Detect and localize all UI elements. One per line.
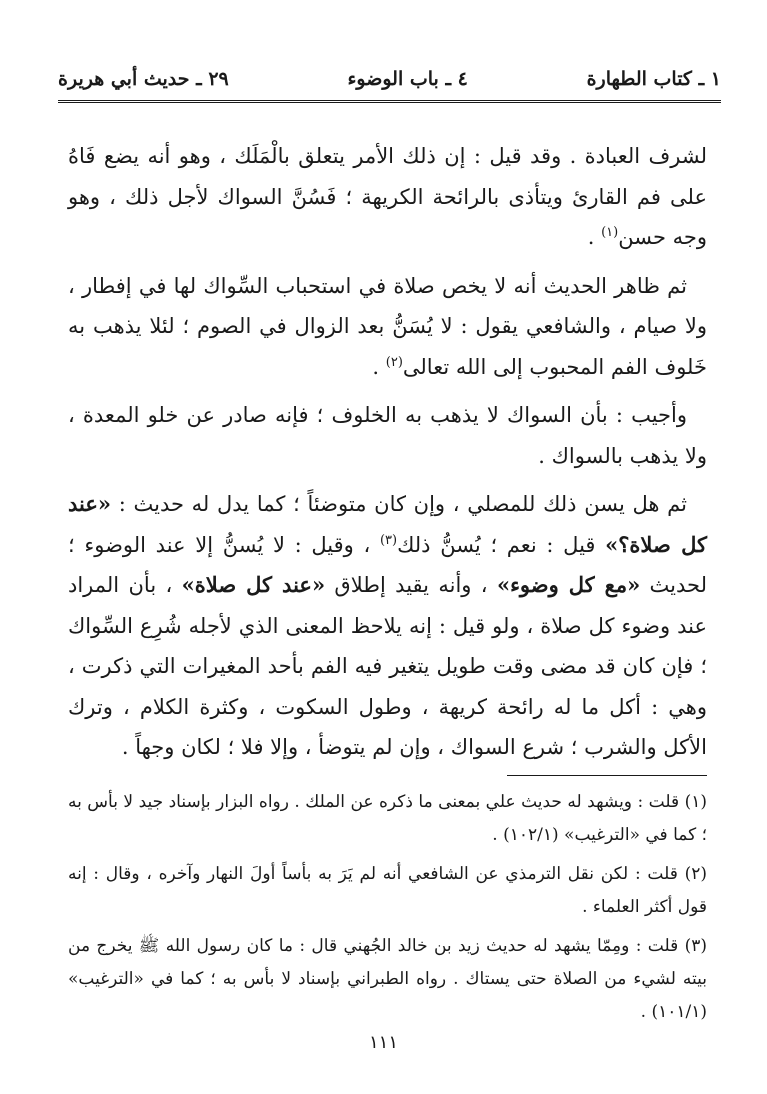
page-number: ١١١ (368, 1032, 398, 1053)
main-text (68, 136, 707, 776)
running-header (58, 62, 721, 96)
header-divider (58, 100, 721, 103)
header-hadith: ٢٩ ـ حديث أبي هريرة (58, 68, 229, 90)
footnote-ref-2: (٢) (385, 354, 403, 370)
footnote-ref-1: (١) (601, 225, 619, 240)
header-section: ٤ ـ باب الوضوء (347, 68, 468, 90)
paragraph-1-end: . (587, 225, 602, 249)
footnote-1: (١) قلت : ويشهد له حديث علي بمعنى ما ذكره عن الملك . رواه البزار بإسناد جيد لا بأس به ؛ كما في «الترغيب» (١٠٢/١) . (68, 792, 707, 845)
paragraph-4-part-c: قيل : نعم ؛ يُسنُّ ذلك (397, 532, 606, 557)
paragraph-2-text: ثم ظاهر الحديث أنه لا يخص صلاة في استحباب السِّواك لها في إفطار ، ولا صيام ، والشافعي يقول : لا يُسَنُّ بعد الزوال في الصوم ؛ لئلا يذهب به خَلوف الفم المحبوب إلى الله تعالى (68, 273, 707, 379)
footnote-3: (٣) قلت : ومِمّا يشهد له حديث زيد بن خالد الجُهني قال : ما كان رسول الله ﷺ يخرج من بيته لشيء من الصلاة حتى يستاك . رواه الطبراني بإسناد لا بأس به ؛ كما في «الترغيب» (١٠١/١) . (68, 936, 707, 1022)
paragraph-2-end: . (372, 354, 386, 379)
paragraph-2 (68, 266, 707, 388)
paragraph-4-part-d: ، وقيل : لا يُسنُّ إلا عند الوضوء ؛ لحديث (68, 532, 708, 597)
paragraph-3: وأجيب : بأن السواك لا يذهب به الخلوف ؛ فإنه صادر عن خلو المعدة ، ولا يذهب بالسواك . (68, 403, 707, 468)
header-chapter: ١ ـ كتاب الطهارة (586, 68, 721, 90)
paragraph-4-part-f: ، وأنه يقيد إطلاق (325, 573, 497, 597)
footnotes (68, 786, 707, 1035)
footnote-ref-3: (٣) (379, 532, 398, 548)
footnote-2: (٢) قلت : لكن نقل الترمذي عن الشافعي أنه لم يَرَ به بأساً أولَ النهار وآخره ، وقال : إنه قول أكثر العلماء . (68, 864, 707, 917)
paragraph-4-part-a: ثم هل يسن ذلك للمصلي ، وإن كان متوضئاً ؛ كما يدل له حديث : (111, 492, 687, 516)
hadith-quote-each-wudu: «مع كل وضوء» (496, 572, 641, 597)
paragraph-4-part-h: ، بأن المراد عند وضوء كل صلاة ، ولو قيل : إنه يلاحظ المعنى الذي لأجله شُرِع السِّواك ؛ فإن كان قد مضى وقت طويل يتغير فيه الفم بأحد المغيرات التي ذكرت ، وهي : أكل ما له رائحة كريهة ، وطول السكوت ، وكثرة الكلام ، وترك الأكل والشرب ؛ شرع السواك ، وإن لم يتوضأ ، وإلا فلا ؛ لكان وجهاً . (68, 573, 707, 759)
paragraph-1-text: لشرف العبادة . وقد قيل : إن ذلك الأمر يتعلق بالْمَلَك ، وهو أنه يضع فَاهُ على فم القارئ ويتأذى بالرائحة الكريهة ؛ فَسُنَّ السواك لأجل ذلك ، وهو وجه حسن (68, 144, 707, 249)
hadith-quote-each-prayer-2: «عند كل صلاة» (181, 572, 326, 597)
hadith-quote-each-prayer: «عند كل صلاة؟» (68, 491, 708, 557)
footnote-divider (507, 775, 707, 776)
paragraph-1 (68, 136, 707, 258)
paragraph-4 (68, 484, 707, 768)
